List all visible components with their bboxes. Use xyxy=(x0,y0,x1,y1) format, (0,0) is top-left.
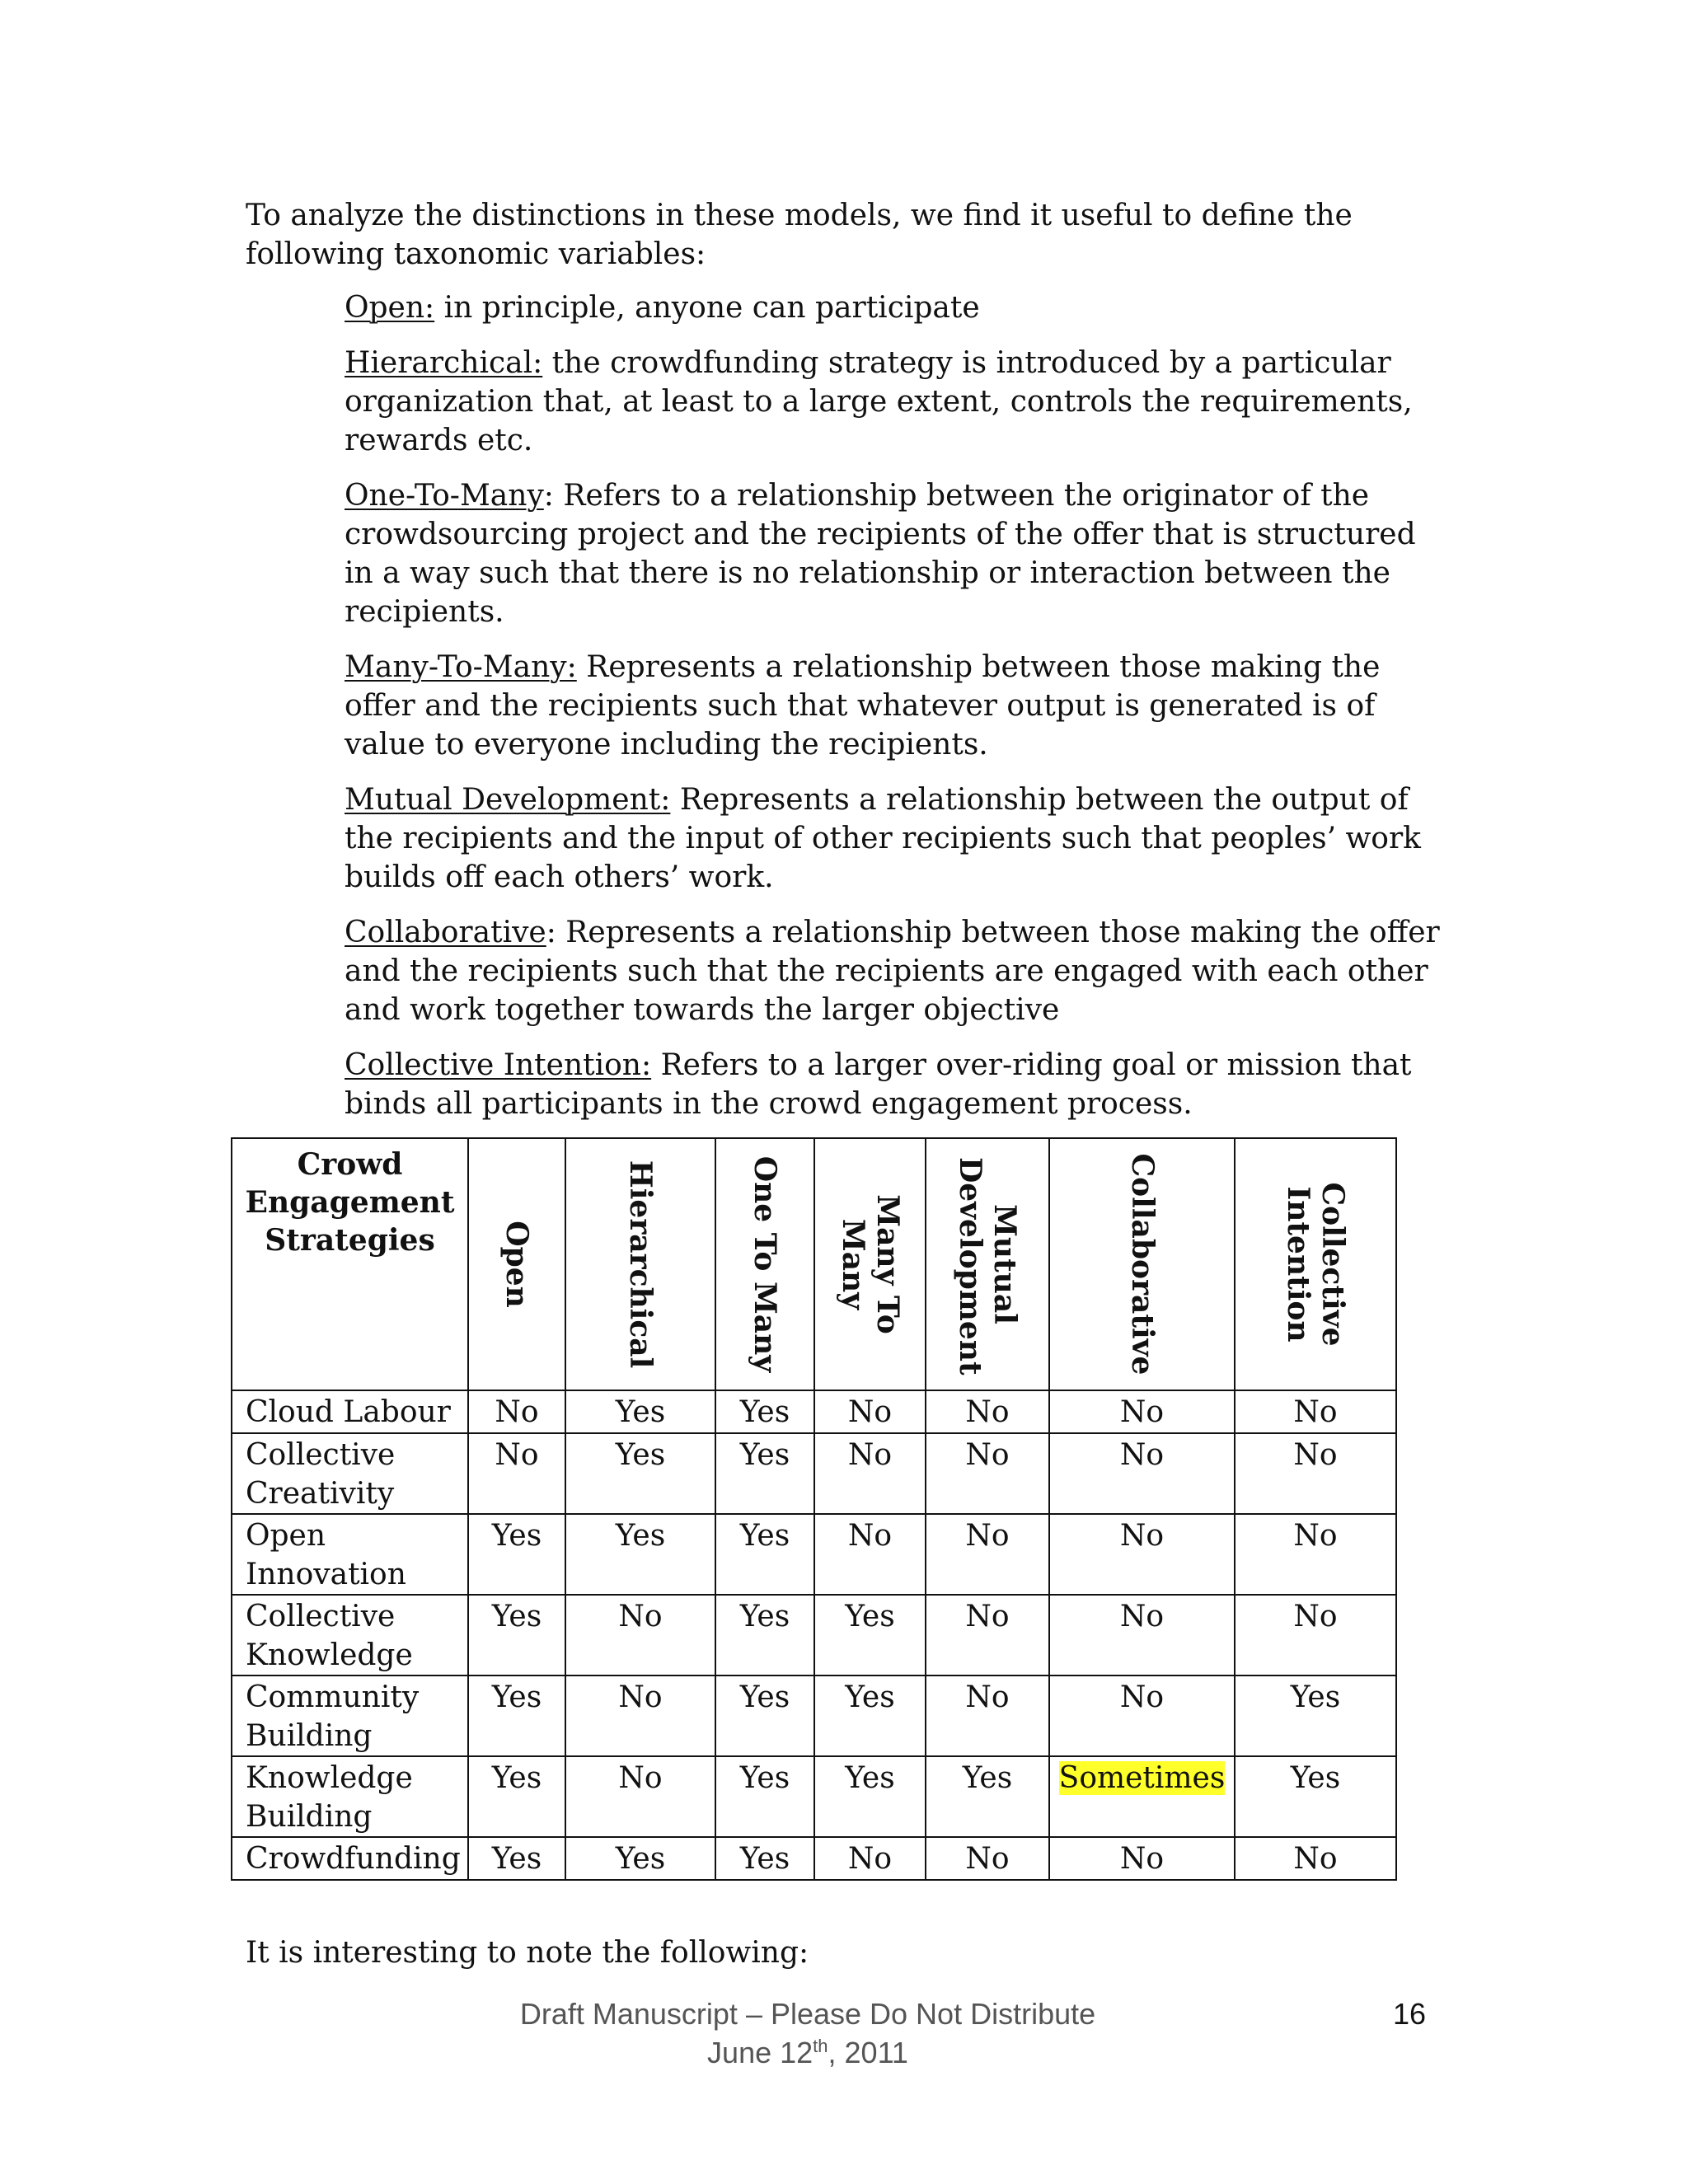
definition-collaborative xyxy=(345,913,1441,1029)
definition-text: in principle, anyone can participate xyxy=(434,291,980,325)
table-header-open xyxy=(468,1138,565,1390)
table-row xyxy=(232,1595,1396,1675)
table-header-hierarchical xyxy=(565,1138,715,1390)
definition-term: Collaborative xyxy=(345,916,546,949)
intro-paragraph: To analyze the distinctions in these models, we find it useful to define the following taxonomic variables: xyxy=(246,199,1353,271)
table-cell: No xyxy=(814,1390,926,1433)
definition-term: Mutual Development: xyxy=(345,783,671,817)
definition-one-to-many xyxy=(345,476,1441,631)
table-cell: No xyxy=(926,1837,1049,1880)
table-cell: Yes xyxy=(715,1514,814,1595)
table-cell: No xyxy=(926,1675,1049,1756)
table-cell: No xyxy=(468,1433,565,1514)
table-row xyxy=(232,1433,1396,1514)
footer xyxy=(396,1994,1220,2072)
table-row xyxy=(232,1756,1396,1837)
table-cell: Yes xyxy=(715,1390,814,1433)
table-cell: No xyxy=(1049,1675,1235,1756)
table-row xyxy=(232,1837,1396,1880)
definition-text: Represents a relationship between the output of the recipients and the input of other recipients such that peoples’ work builds off each others’ work. xyxy=(345,783,1421,894)
table-cell: Yes xyxy=(468,1595,565,1675)
table-cell: Yes xyxy=(565,1390,715,1433)
row-label: Community Building xyxy=(232,1675,468,1756)
table-cell: No xyxy=(926,1595,1049,1675)
table-cell: Yes xyxy=(1235,1675,1396,1756)
table-row xyxy=(232,1675,1396,1756)
footer-date xyxy=(396,2033,1220,2072)
definition-list xyxy=(345,288,1441,1140)
table-cell: Yes xyxy=(1235,1756,1396,1837)
definition-text: Refers to a larger over-riding goal or mission that binds all participants in the crowd engagement process. xyxy=(345,1048,1412,1121)
table-cell: Yes xyxy=(565,1433,715,1514)
definition-term: Many-To-Many: xyxy=(345,650,577,684)
table-cell: Yes xyxy=(715,1595,814,1675)
table-header-label: Open xyxy=(499,1221,534,1308)
table-cell-highlighted xyxy=(1049,1756,1235,1837)
definition-text: : Represents a relationship between those making the offer and the recipients such that the recipients are engaged with each other and work together towards the larger objective xyxy=(345,916,1440,1027)
table-cell: No xyxy=(814,1433,926,1514)
table-cell: Yes xyxy=(565,1514,715,1595)
table-row xyxy=(232,1390,1396,1433)
definition-collective-intention xyxy=(345,1046,1441,1123)
table-cell: No xyxy=(1049,1595,1235,1675)
table-header-strategies: Crowd Engagement Strategies xyxy=(232,1138,468,1390)
table-cell: Yes xyxy=(468,1837,565,1880)
definition-term: Hierarchical: xyxy=(345,346,543,380)
table-cell: No xyxy=(926,1514,1049,1595)
table-header-label: Collaborative xyxy=(1124,1153,1160,1376)
footer-notice: Draft Manuscript – Please Do Not Distribute xyxy=(519,1997,1096,2031)
row-label: Knowledge Building xyxy=(232,1756,468,1837)
table-cell: No xyxy=(1049,1390,1235,1433)
definition-open xyxy=(345,288,1441,327)
footer-date-prefix: June 12 xyxy=(707,2036,814,2069)
definition-text: : Refers to a relationship between the originator of the crowdsourcing project and the recipients of the offer that is structured in a way such that there is no relationship or interaction between the recipients. xyxy=(345,479,1416,629)
table-cell: No xyxy=(926,1390,1049,1433)
table-cell: Yes xyxy=(814,1595,926,1675)
definition-term: Collective Intention: xyxy=(345,1048,652,1082)
definition-many-to-many xyxy=(345,648,1441,764)
table-cell: No xyxy=(926,1433,1049,1514)
row-label: Open Innovation xyxy=(232,1514,468,1595)
definition-text: the crowdfunding strategy is introduced by a particular organization that, at least to a large extent, controls the requirements, rewards etc. xyxy=(345,346,1413,457)
definition-text: Represents a relationship between those making the offer and the recipients such that whatever output is generated is of value to everyone including the recipients. xyxy=(345,650,1381,762)
definition-term: One-To-Many xyxy=(345,479,544,513)
table-header-row xyxy=(232,1138,1396,1390)
definition-hierarchical xyxy=(345,344,1441,460)
table-cell: Yes xyxy=(715,1756,814,1837)
table-cell: No xyxy=(1049,1433,1235,1514)
table-cell: No xyxy=(1235,1433,1396,1514)
table-cell: No xyxy=(565,1675,715,1756)
table-cell: No xyxy=(1235,1837,1396,1880)
definition-mutual-development xyxy=(345,780,1441,897)
table-cell: Yes xyxy=(468,1756,565,1837)
table-cell: No xyxy=(1049,1837,1235,1880)
table-cell: No xyxy=(565,1595,715,1675)
row-label: Crowdfunding xyxy=(232,1837,468,1880)
table-header-label: Mutual Development xyxy=(953,1157,1022,1376)
table-cell: Yes xyxy=(814,1756,926,1837)
table-cell: Yes xyxy=(468,1675,565,1756)
row-label: Collective Creativity xyxy=(232,1433,468,1514)
table-row xyxy=(232,1514,1396,1595)
table-cell: No xyxy=(1235,1390,1396,1433)
table-cell: Yes xyxy=(565,1837,715,1880)
row-label: Collective Knowledge xyxy=(232,1595,468,1675)
table-cell: No xyxy=(565,1756,715,1837)
table-header-collaborative xyxy=(1049,1138,1235,1390)
footer-date-sup: th xyxy=(813,2036,828,2056)
table-cell: Yes xyxy=(715,1433,814,1514)
table-cell: No xyxy=(814,1837,926,1880)
table-header-mutual-development xyxy=(926,1138,1049,1390)
strategy-table xyxy=(231,1137,1397,1881)
footer-date-suffix: , 2011 xyxy=(828,2036,908,2069)
table-cell: No xyxy=(814,1514,926,1595)
page-number: 16 xyxy=(1393,1997,1427,2031)
table-header-label: Hierarchical xyxy=(623,1160,658,1369)
definition-term: Open: xyxy=(345,291,435,325)
table-cell: Yes xyxy=(715,1675,814,1756)
table-cell: No xyxy=(1235,1595,1396,1675)
table-cell: Yes xyxy=(814,1675,926,1756)
table-cell: Yes xyxy=(468,1514,565,1595)
table-cell: No xyxy=(1235,1514,1396,1595)
table-header-label: Collective Intention xyxy=(1281,1182,1350,1347)
table-cell: No xyxy=(468,1390,565,1433)
table-header-many-to-many xyxy=(814,1138,926,1390)
table-header-label: One To Many xyxy=(748,1155,782,1373)
closing-paragraph: It is interesting to note the following: xyxy=(246,1936,809,1970)
table-header-collective-intention xyxy=(1235,1138,1396,1390)
table-header-label: Many To Many xyxy=(835,1194,905,1334)
table-cell: Yes xyxy=(926,1756,1049,1837)
table-cell: Yes xyxy=(715,1837,814,1880)
table-cell: No xyxy=(1049,1514,1235,1595)
table-header-one-to-many xyxy=(715,1138,814,1390)
highlighted-value: Sometimes xyxy=(1058,1761,1226,1795)
row-label: Cloud Labour xyxy=(232,1390,468,1433)
